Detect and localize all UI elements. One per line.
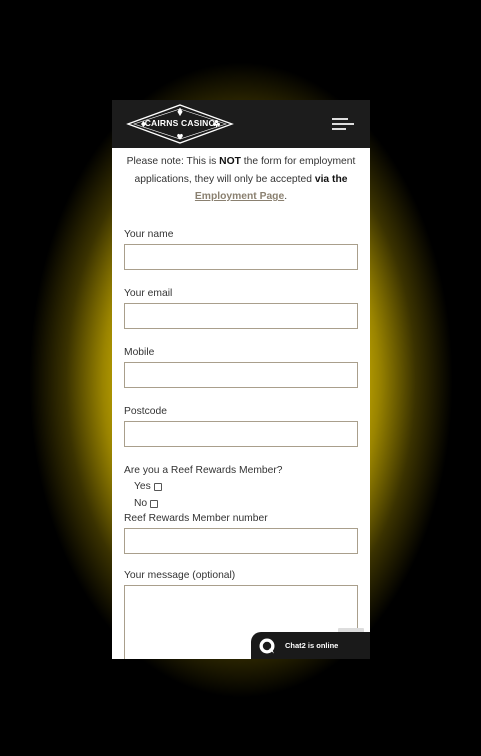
logo-text: CAIRNS CASINO [144,118,216,128]
mobile-field-group [124,346,358,388]
email-field-group [124,287,358,329]
employment-notice [112,148,370,206]
mobile-label: Mobile [124,347,155,358]
chat-bubble-icon [258,637,276,655]
notice-text-middle: the form for employment applications, they will only be accepted [134,156,356,185]
chat-widget-button[interactable] [251,632,370,659]
member-yes-row [124,478,358,495]
name-field-group [124,228,358,270]
member-number-field-group [124,512,358,554]
name-input[interactable] [124,244,358,270]
member-question-label: Are you a Reef Rewards Member? [124,465,283,476]
chat-status-label: Chat2 is online [285,641,339,650]
postcode-label: Postcode [124,406,167,417]
member-question-group [124,463,358,512]
postcode-input[interactable] [124,421,358,447]
contact-form [124,228,358,659]
notice-text: Please note: This is [126,156,220,167]
member-yes-label: Yes [134,481,151,492]
member-no-label: No [134,498,148,509]
member-number-label: Reef Rewards Member number [124,513,268,524]
site-header [112,100,370,148]
mobile-viewport [112,100,370,659]
message-label: Your message (optional) [124,570,236,581]
mobile-input[interactable] [124,362,358,388]
name-label: Your name [124,229,174,240]
notice-emphasis: NOT [219,156,241,167]
postcode-field-group [124,405,358,447]
member-yes-checkbox[interactable] [154,483,162,491]
email-input[interactable] [124,303,358,329]
member-no-row [124,495,358,512]
employment-page-link[interactable]: Employment Page [194,191,285,202]
member-number-input[interactable] [124,528,358,554]
cairns-casino-logo[interactable] [126,103,234,145]
email-label: Your email [124,288,173,299]
notice-via: via the [314,173,348,185]
hamburger-menu-icon[interactable] [332,117,354,131]
notice-suffix: . [284,191,288,202]
member-no-checkbox[interactable] [150,500,158,508]
